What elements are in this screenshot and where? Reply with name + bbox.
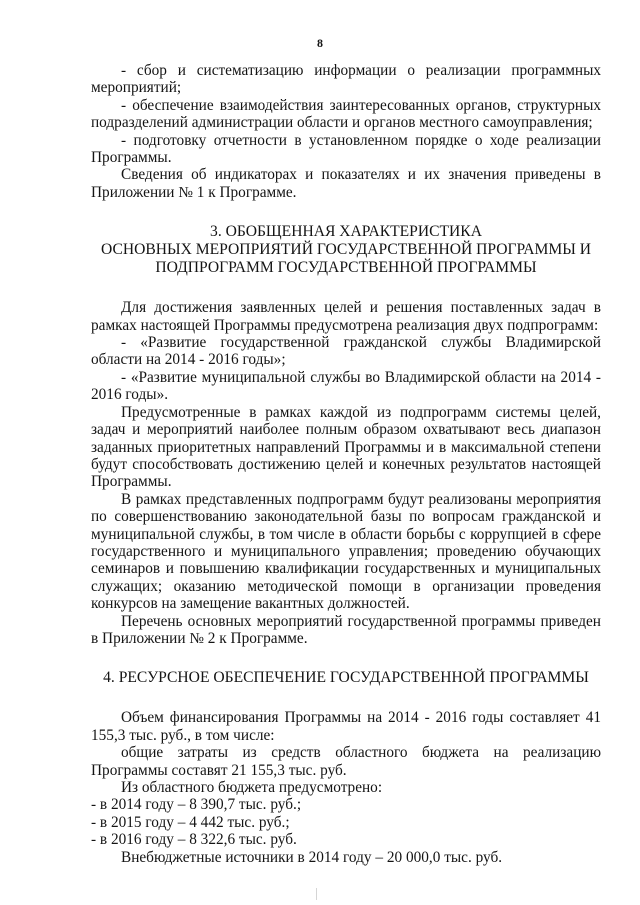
paragraph: - «Развитие государственной гражданской службы Владимирской области на 2014 - 2016 годы»; — [91, 334, 601, 369]
scan-mark — [316, 888, 317, 900]
list-item: - в 2014 году – 8 390,7 тыс. руб.; — [91, 796, 302, 814]
list-item: - в 2015 году – 4 442 тыс. руб.; — [91, 813, 290, 831]
paragraph: В рамках представленных подпрограмм будут реализованы мероприятия по совершенствованию законодательной базы по вопросам гражданской и муниципальной службы, в том числе в области борьбы с коррупцией в сфере государственного и муниципального управления; проведению обучающих семинаров и повышению квалификации государственных и муниципальных служащих; оказанию методической помощи в организации проведения конкурсов на замещение вакантных должностей. — [91, 490, 601, 613]
section-3-heading — [91, 223, 601, 277]
paragraph: Внебюджетные источники в 2014 году – 20 000,0 тыс. руб. — [121, 848, 503, 866]
heading-line: ОСНОВНЫХ МЕРОПРИЯТИЙ ГОСУДАРСТВЕННОЙ ПРОГРАММЫ И — [101, 241, 591, 259]
paragraph: общие затраты из средств областного бюджета на реализацию Программы составят 21 155,3 тыс. руб. — [91, 744, 601, 779]
paragraph: Объем финансирования Программы на 2014 - 2016 годы составляет 41 155,3 тыс. руб., в том числе: — [91, 709, 601, 744]
list-item: - в 2016 году – 8 322,6 тыс. руб. — [91, 831, 297, 849]
paragraph: Из областного бюджета предусмотрено: — [121, 779, 383, 796]
heading-line: 3. ОБОБЩЕННАЯ ХАРАКТЕРИСТИКА — [210, 223, 482, 241]
paragraph: - сбор и систематизацию информации о реализации программных мероприятий; — [91, 62, 601, 97]
paragraph: Для достижения заявленных целей и решения поставленных задач в рамках настоящей Программы предусмотрена реализация двух подпрограмм: — [91, 299, 601, 334]
paragraph: - обеспечение взаимодействия заинтересованных органов, структурных подразделений администрации области и органов местного самоуправления; — [91, 96, 601, 132]
page-content — [91, 62, 601, 866]
paragraph: Предусмотренные в рамках каждой из подпрограмм системы целей, задач и мероприятий наиболее полным образом охватывают весь диапазон заданных приоритетных направлений Программы и в максимальной степени будут способствовать достижению целей и конечных результатов настоящей Программы. — [91, 403, 601, 491]
paragraph: Сведения об индикаторах и показателях и их значения приведены в Приложении № 1 к Программе. — [91, 166, 601, 201]
paragraph: - «Развитие муниципальной службы во Владимирской области на 2014 - 2016 годы». — [91, 368, 601, 404]
page-number: 8 — [317, 36, 323, 50]
paragraph: - подготовку отчетности в установленном порядке о ходе реализации Программы. — [91, 131, 601, 167]
heading-line: ПОДПРОГРАММ ГОСУДАРСТВЕННОЙ ПРОГРАММЫ — [155, 259, 537, 277]
section-4-heading: 4. РЕСУРСНОЕ ОБЕСПЕЧЕНИЕ ГОСУДАРСТВЕННОЙ ПРОГРАММЫ — [103, 669, 589, 687]
paragraph: Перечень основных мероприятий государственной программы приведен в Приложении № 2 к Программе. — [91, 612, 601, 647]
